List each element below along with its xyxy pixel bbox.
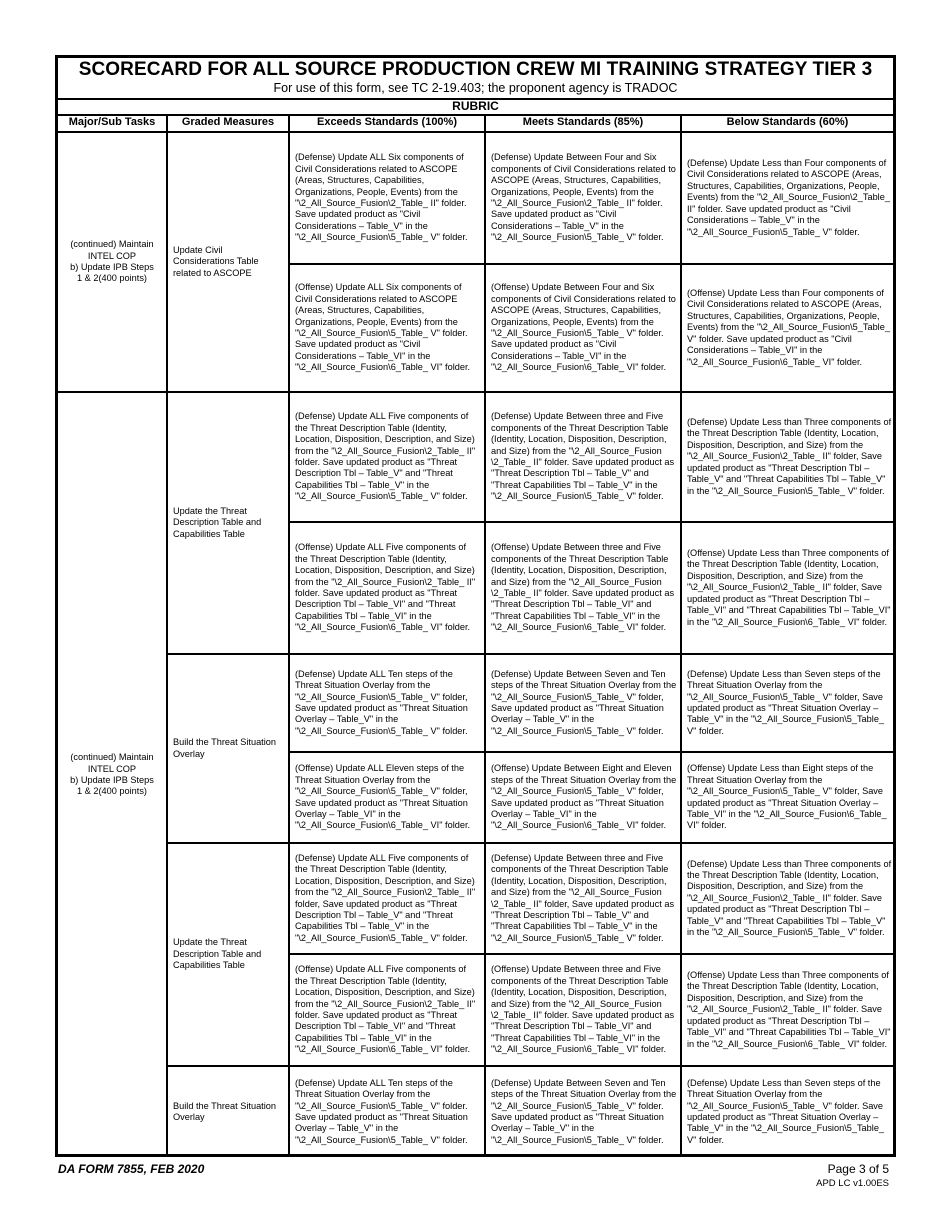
exceeds-cell <box>290 523 484 653</box>
exceeds-cell <box>290 844 484 953</box>
criteria-text: (Defense) Update ALL Five components of the Threat Description Table (Identity, Location, Disposition, Description, and Size) from the "\2_All_Source_Fusion\2_Table_ II" folder. Save updated product as "Threat Description Tbl – Table_V" and "Threat Capabilities Tbl – Table_V" in the "\2_All_Source_Fusion\5_Table_ V" folder. <box>295 411 476 502</box>
criteria-text: (Defense) Update ALL Ten steps of the Threat Situation Overlay from the "\2_All_Source_Fusion\5_Table_ V" folder. Save updated product as "Threat Situation Overlay – Table_V" in the "\2_All_Source_Fusion\5_Table_ V" folder. <box>295 1077 468 1145</box>
criteria-text: (Defense) Update Between Seven and Ten steps of the Threat Situation Overlay from the "\2_All_Source_Fusion\5_Table_ V" folder, Save updated product as "Threat Situation Overlay – Table_V" in the "\2_All_Source_Fusion\5_Table_ V" folder. <box>491 668 677 736</box>
meets-cell <box>486 955 680 1065</box>
form-number: DA FORM 7855, FEB 2020 <box>58 1162 205 1176</box>
rubric-label: RUBRIC <box>58 98 893 116</box>
form-subtitle: For use of this form, see TC 2-19.403; the proponent agency is TRADOC <box>273 81 678 95</box>
measure-text: Build the Threat Situation Overlay <box>173 737 277 759</box>
measure-text: Update the Threat Description Table and Capabilities Table <box>173 937 262 971</box>
meets-cell <box>486 393 680 521</box>
criteria-text: (Defense) Update ALL Six components of Civil Considerations related to ASCOPE (Areas, Structures, Capabilities, Organizations, People, Events) from the "\2_All_Source_Fusion\2_Table_ II" folder. Save updated product as "Civil Considerations – Table_V" in the "\2_All_Source_Fusion\5_Table_ V" folder. <box>295 152 468 243</box>
criteria-text: (Offense) Update ALL Five components of the Threat Description Table (Identity, Location, Disposition, Description, and Size) from the "\2_All_Source_Fusion\2_Table_ II" folder. Save updated product as "Threat Description Tbl – Table_VI" and "Threat Capabilities Tbl – Table_VI" in the "\2_All_Source_Fusion\6_Table_ VI" folder. <box>295 964 476 1055</box>
criteria-text: (Offense) Update Less than Three components of the Threat Description Table (Identity, Location, Disposition, Description, and Size) from the "\2_All_Source_Fusion\2_Table_ II" folder. Save updated product as "Threat Description Tbl – Table_VI" and "Threat Capabilities Tbl – Table_VI" in the "\2_All_Source_Fusion\6_Table_ VI" folder. <box>687 970 891 1049</box>
task-text: (continued) Maintain INTEL COP b) Update IPB Steps 1 & 2(400 points) <box>70 752 154 797</box>
criteria-text: (Offense) Update Between three and Five components of the Threat Description Table (Identity, Location, Disposition, Description, and Size) from the "\2_All_Source_Fusion \2_Table_ II" folder. Save updated product as "Threat Description Tbl – Table_VI" and "Threat Capabilities Tbl – Table_VI" in the "\2_All_Source_Fusion\6_Table_ VI" folder. <box>491 542 675 633</box>
task-text: (continued) Maintain INTEL COP b) Update IPB Steps 1 & 2(400 points) <box>70 239 154 284</box>
task-cell <box>58 393 166 1157</box>
measure-cell <box>168 655 288 842</box>
meets-cell <box>486 523 680 653</box>
meets-cell <box>486 265 680 391</box>
exceeds-cell <box>290 655 484 751</box>
measure-text: Update Civil Considerations Table related to ASCOPE <box>173 244 259 278</box>
version-label: APD LC v1.00ES <box>816 1178 889 1189</box>
meets-cell <box>486 844 680 953</box>
criteria-text: (Offense) Update Between Eight and Eleven steps of the Threat Situation Overlay from the "\2_All_Source_Fusion\5_Table_ V" folder, Save updated product as "Threat Situation Overlay – Table_VI" in the "\2_All_Source_Fusion\6_Table_ VI" folder. <box>491 763 677 831</box>
measure-text: Update the Threat Description Table and Capabilities Table <box>173 505 262 539</box>
task-cell <box>58 133 166 391</box>
meets-cell <box>486 1067 680 1157</box>
criteria-text: (Defense) Update Between Four and Six components of Civil Considerations related to ASCOPE (Areas, Structures, Capabilities, Organizations, People, Events) from the "\2_All_Source_Fusion\2_Table_ II" folder. Save updated product as "Civil Considerations – Table_V" in the "\2_All_Source_Fusion\5_Table_ V" folder. <box>491 152 676 243</box>
column-header-tasks: Major/Sub Tasks <box>68 116 156 128</box>
criteria-text: (Offense) Update Less than Four components of Civil Considerations related to ASCOPE (Areas, Structures, Capabilities, Organizations, People, Events) from the "\2_All_Source_Fusion\5_Table_ V" folder. Save updated product as "Civil Considerations – Table_VI" in the "\2_All_Source_Fusion\6_Table_ VI" folder. <box>687 288 890 367</box>
criteria-text: (Offense) Update Between Four and Six components of Civil Considerations related to ASCOPE (Areas, Structures, Capabilities, Organizations, People, Events) from the "\2_All_Source_Fusion\5_Table_ V" folder. Save updated product as "Civil Considerations – Table_VI" in the "\2_All_Source_Fusion\6_Table_ VI" folder. <box>491 282 676 373</box>
column-header-measures: Graded Measures <box>181 116 275 128</box>
below-cell <box>682 955 893 1065</box>
column-header-exceeds: Exceeds Standards (100%) <box>316 116 457 128</box>
criteria-text: (Offense) Update ALL Eleven steps of the Threat Situation Overlay from the "\2_All_Source_Fusion\5_Table_ V" folder, Save updated product as "Threat Situation Overlay – Table_VI" in the "\2_All_Source_Fusion\6_Table_ VI" folder. <box>295 763 471 831</box>
criteria-text: (Offense) Update ALL Six components of Civil Considerations related to ASCOPE (Areas, Structures, Capabilities, Organizations, People, Events) from the "\2_All_Source_Fusion\5_Table_ V" folder. Save updated product as "Civil Considerations – Table_VI" in the "\2_All_Source_Fusion\6_Table_ VI" folder. <box>295 282 471 373</box>
criteria-text: (Offense) Update ALL Five components of the Threat Description Table (Identity, Location, Disposition, Description, and Size) from the "\2_All_Source_Fusion\2_Table_ II" folder. Save updated product as "Threat Description Tbl – Table_VI" and "Threat Capabilities Tbl – Table_VI" in the "\2_All_Source_Fusion\6_Table_ VI" folder. <box>295 542 476 633</box>
measure-cell <box>168 133 288 391</box>
form-header <box>58 58 893 100</box>
meets-cell <box>486 655 680 751</box>
page-number: Page 3 of 5 <box>827 1162 889 1176</box>
exceeds-cell <box>290 133 484 263</box>
exceeds-cell <box>290 1067 484 1157</box>
exceeds-cell <box>290 955 484 1065</box>
exceeds-cell <box>290 265 484 391</box>
criteria-text: (Defense) Update Between three and Five components of the Threat Description Table (Identity, Location, Disposition, Description, and Size) from the "\2_All_Source_Fusion \2_Table_ II" folder. Save updated product as "Threat Description Tbl – Table_V" and "Threat Capabilities Tbl – Table_V" in the "\2_All_Source_Fusion\5_Table_ V" folder. <box>491 411 675 502</box>
criteria-text: (Offense) Update Between three and Five components of the Threat Description Table (Identity, Location, Disposition, Description, and Size) from the "\2_All_Source_Fusion \2_Table_ II" folder. Save updated product as "Threat Description Tbl – Table_VI" and "Threat Capabilities Tbl – Table_VI" in the "\2_All_Source_Fusion\6_Table_ VI" folder. <box>491 964 675 1055</box>
criteria-text: (Defense) Update Between three and Five components of the Threat Description Table (Identity, Location, Disposition, Description, and Size) from the "\2_All_Source_Fusion \2_Table_ II" folder, Save updated product as "Threat Description Tbl – Table_V" and "Threat Capabilities Tbl – Table_V" in the "\2_All_Source_Fusion\5_Table_ V" folder. <box>491 852 675 943</box>
column-header-below: Below Standards (60%) <box>726 116 849 128</box>
criteria-text: (Defense) Update Less than Seven steps of the Threat Situation Overlay from the "\2_All_Source_Fusion\5_Table_ V" folder. Save updated product as "Threat Situation Overlay – Table_V" in the "\2_All_Source_Fusion\5_Table_ V" folder. <box>687 1077 885 1145</box>
criteria-text: (Defense) Update Less than Seven steps of the Threat Situation Overlay from the "\2_All_Source_Fusion\5_Table_ V" folder, Save updated product as "Threat Situation Overlay – Table_V" in the "\2_All_Source_Fusion\5_Table_ V" folder. <box>687 668 885 736</box>
form-title: SCORECARD FOR ALL SOURCE PRODUCTION CREW MI TRAINING STRATEGY TIER 3 <box>78 59 873 80</box>
scorecard-form <box>55 55 896 1157</box>
measure-cell <box>168 1067 288 1157</box>
measure-cell <box>168 393 288 653</box>
criteria-text: (Defense) Update Less than Four components of Civil Considerations related to ASCOPE (Areas, Structures, Capabilities, Organizations, People, Events) from the "\2_All_Source_Fusion\2_Table_ II" folder. Save updated product as "Civil Considerations – Table_V" in the "\2_All_Source_Fusion\5_Table_ V" folder. <box>687 158 890 237</box>
meets-cell <box>486 753 680 842</box>
below-cell <box>682 393 893 521</box>
below-cell <box>682 265 893 391</box>
measure-text: Build the Threat Situation Overlay <box>173 1100 277 1122</box>
meets-cell <box>486 133 680 263</box>
criteria-text: (Offense) Update Less than Eight steps of the Threat Situation Overlay from the "\2_All_Source_Fusion\5_Table_ V" folder, Save updated product as "Threat Situation Overlay – Table_VI" in the "\2_All_Source_Fusion\6_Table_ VI" folder. <box>687 763 887 831</box>
below-cell <box>682 133 893 263</box>
exceeds-cell <box>290 393 484 521</box>
below-cell <box>682 655 893 751</box>
criteria-text: (Defense) Update ALL Ten steps of the Threat Situation Overlay from the "\2_All_Source_Fusion\5_Table_ V" folder, Save updated product as "Threat Situation Overlay – Table_V" in the "\2_All_Source_Fusion\5_Table_ V" folder. <box>295 668 468 736</box>
exceeds-cell <box>290 753 484 842</box>
criteria-text: (Defense) Update Less than Three components of the Threat Description Table (Identity, Location, Disposition, Description, and Size) from the "\2_All_Source_Fusion\2_Table_ II" folder, Save updated product as "Threat Description Tbl – Table_V" and "Threat Capabilities Tbl – Table_V" in the "\2_All_Source_Fusion\5_Table_ V" folder. <box>687 417 892 496</box>
below-cell <box>682 844 893 953</box>
criteria-text: (Defense) Update Less than Three components of the Threat Description Table (Identity, Location, Disposition, Description, and Size) from the "\2_All_Source_Fusion\2_Table_ II" folder. Save updated product as "Threat Description Tbl – Table_V" and "Threat Capabilities Tbl – Table_V" in the "\2_All_Source_Fusion\5_Table_ V" folder. <box>687 858 892 938</box>
below-cell <box>682 753 893 842</box>
column-header-meets: Meets Standards (85%) <box>522 116 644 128</box>
criteria-text: (Defense) Update Between Seven and Ten steps of the Threat Situation Overlay from the "\2_All_Source_Fusion\5_Table_ V" folder. Save updated product as "Threat Situation Overlay – Table_V" in the "\2_All_Source_Fusion\5_Table_ V" folder. <box>491 1077 677 1145</box>
below-cell <box>682 1067 893 1157</box>
criteria-text: (Offense) Update Less than Three components of the Threat Description Table (Identity, Location, Disposition, Description, and Size) from the "\2_All_Source_Fusion\2_Table_ II" folder, Save updated product as "Threat Description Tbl – Table_VI" and "Threat Capabilities Tbl – Table_VI" in the "\2_All_Source_Fusion\6_Table_ VI" folder. <box>687 548 891 627</box>
column-header-row <box>58 114 893 133</box>
measure-cell <box>168 844 288 1065</box>
criteria-text: (Defense) Update ALL Five components of the Threat Description Table (Identity, Location, Disposition, Description, and Size) from the "\2_All_Source_Fusion\2_Table_ II" folder, Save updated product as "Threat Description Tbl – Table_V" and "Threat Capabilities Tbl – Table_V" in the "\2_All_Source_Fusion\5_Table_ V" folder. <box>295 852 476 943</box>
below-cell <box>682 523 893 653</box>
